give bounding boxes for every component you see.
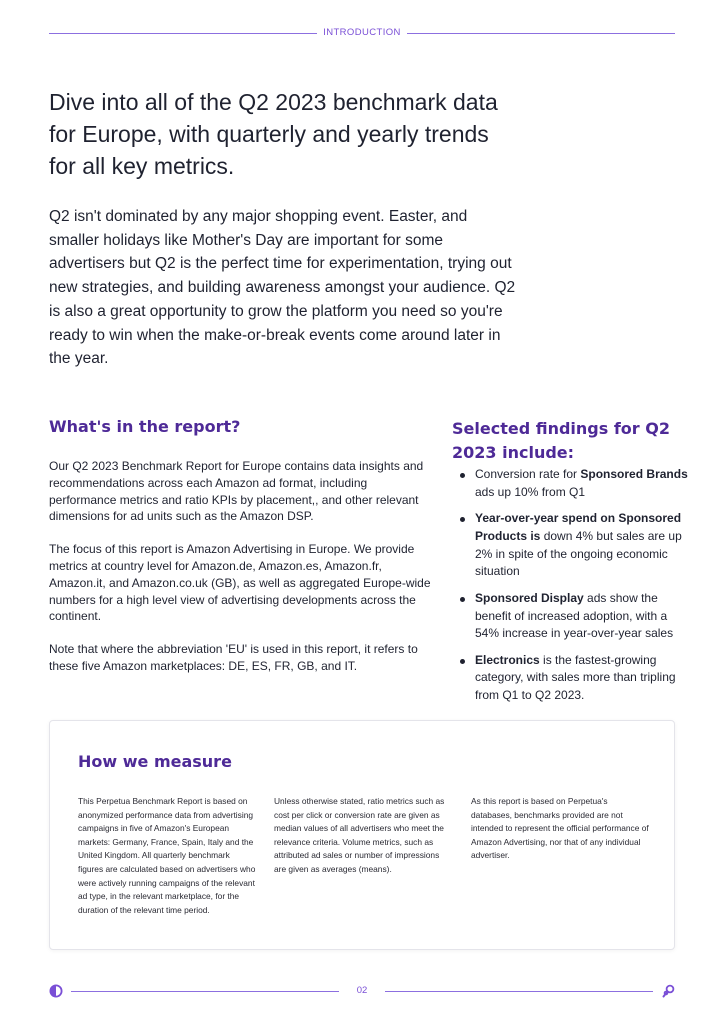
intro-paragraph: Q2 isn't dominated by any major shopping event. Easter, and smaller holidays like Mother's Day are important for some advertisers but Q2 is the perfect time for experimentation, trying out new strategies, and building awareness amongst your audience. Q2 is also a great opportunity to grow the platform you need so you're ready to win when the make-or-break events come around later in the year. (49, 208, 516, 368)
finding-bold: Electronics (475, 652, 540, 667)
finding-item (460, 652, 690, 705)
finding-bold: Sponsored Display (475, 590, 584, 605)
header-rule-right (407, 33, 675, 34)
finding-text: down 4% but sales are up 2% in spite of the ongoing economic situation (475, 528, 682, 579)
section-label: INTRODUCTION (323, 27, 401, 38)
measure-column-3: As this report is based on Perpetua's databases, benchmarks provided are not intended to represent the official performance of Amazon Advertising, nor that of any individual advertiser. (471, 796, 649, 861)
findings-list (460, 466, 690, 714)
bullet-icon (460, 517, 465, 522)
report-paragraph: Note that where the abbreviation 'EU' is used in this report, it refers to these five Amazon marketplaces: DE, ES, FR, GB, and IT. (49, 642, 418, 673)
page-footer (49, 984, 675, 1000)
footer-rule-right (385, 991, 653, 992)
report-section-title: What's in the report? (49, 417, 241, 436)
finding-item (460, 590, 690, 643)
measure-column-1: This Perpetua Benchmark Report is based on anonymized performance data from advertising campaigns in five of Amazon's European markets: Germany, France, Spain, Italy and the United Kingdom. All quarterly benchmark figures are calculated based on advertisers who were actively running campaigns of the relevant ad type, in the relevant marketplace, for the duration of the relevant time period. (78, 796, 256, 915)
measure-title: How we measure (78, 752, 232, 771)
finding-text: is the fastest-growing category, with sales more than tripling from Q1 to Q2 2023. (475, 652, 676, 703)
finding-item (460, 466, 690, 502)
finding-item (460, 510, 690, 581)
report-section-body (49, 458, 434, 691)
findings-title: Selected findings for Q2 2023 include: (452, 419, 670, 462)
finding-text: ads up 10% from Q1 (475, 484, 586, 499)
report-paragraph: Our Q2 2023 Benchmark Report for Europe contains data insights and recommendations across each Amazon ad format, including performance metrics and ratio KPIs by placement,, and other relevant dimensions for ad units such as the Amazon DSP. (49, 459, 424, 524)
finding-bold: Sponsored Brands (580, 467, 688, 481)
finding-bold: Year-over-year spend on Sponsored Products is (475, 511, 682, 543)
bullet-icon (460, 473, 465, 478)
report-paragraph: The focus of this report is Amazon Advertising in Europe. We provide metrics at country level for Amazon.de, Amazon.es, Amazon.fr, Amazon.it, and Amazon.co.uk (GB), as well as aggregated Europe-wide numbers for a high level view of advertising developments across the continent. (49, 542, 431, 624)
finding-text: Conversion rate for (475, 467, 581, 481)
bullet-icon (460, 659, 465, 664)
measure-column-2: Unless otherwise stated, ratio metrics such as cost per click or conversion rate are given as median values of all advertisers who meet the relevance criteria. Volume metrics, such as attributed ad sales or number of impressions are given as averages (means). (274, 796, 445, 874)
bullet-icon (460, 597, 465, 602)
page-headline: Dive into all of the Q2 2023 benchmark data for Europe, with quarterly and yearly trends for all key metrics. (49, 89, 498, 179)
finding-text: ads show the benefit of increased adoption, with a 54% increase in year-over-year sales (475, 590, 674, 641)
section-header (49, 26, 675, 40)
how-we-measure-card (49, 720, 675, 950)
page-number: 02 (356, 985, 368, 996)
perpetua-logo-icon (661, 984, 675, 1003)
